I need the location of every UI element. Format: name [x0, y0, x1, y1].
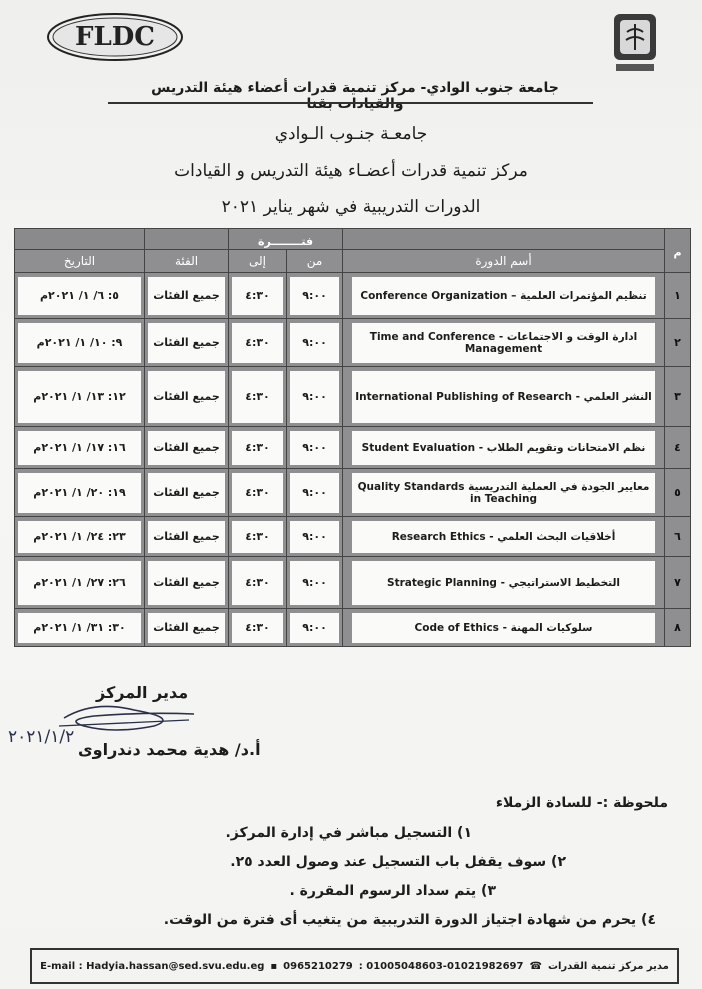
course-name: نظم الامتحانات وتقويم الطلاب - Student Evaluation	[361, 441, 646, 454]
time-from: ٩:٠٠	[302, 486, 327, 499]
row-number: ٤	[665, 427, 691, 469]
header-category: الفئة	[145, 250, 229, 273]
header-blank-2	[145, 229, 229, 250]
time-to: ٤:٣٠	[245, 530, 270, 543]
signature-title: مدير المركز	[96, 683, 189, 702]
table-row	[15, 273, 691, 319]
category-cell: جميع الفئات	[153, 336, 220, 349]
table-row	[15, 427, 691, 469]
time-to: ٤:٣٠	[245, 390, 270, 403]
note-item-3: ٣) يتم سداد الرسوم المقررة .	[289, 883, 496, 899]
courses-table	[14, 228, 690, 670]
table-row	[15, 367, 691, 427]
course-name: التخطيط الاستراتيجي - Strategic Planning	[387, 576, 620, 589]
course-name: تنظيم المؤتمرات العلمية – Conference Organization	[360, 289, 647, 302]
time-to: ٤:٣٠	[245, 621, 270, 634]
table-row	[15, 557, 691, 609]
contact-footer	[30, 948, 679, 984]
category-cell: جميع الفئات	[153, 390, 220, 403]
time-from: ٩:٠٠	[302, 390, 327, 403]
note-item-2: ٢) سوف يقفل باب التسجيل عند وصول العدد ٢٥.	[230, 854, 566, 870]
date-cell: ١٩: ٢٠/ ١/ ٢٠٢١م	[33, 486, 126, 499]
header-date: التاريخ	[15, 250, 145, 273]
time-from: ٩:٠٠	[302, 441, 327, 454]
header-blank	[343, 229, 665, 250]
time-to: ٤:٣٠	[245, 576, 270, 589]
row-number: ٦	[665, 517, 691, 557]
table-row	[15, 469, 691, 517]
notes-title: ملحوظة :- للسادة الزملاء	[495, 795, 668, 811]
date-cell: ٢٦: ٢٧/ ١/ ٢٠٢١م	[33, 576, 126, 589]
table-row	[15, 609, 691, 647]
course-name: أخلاقيات البحث العلمي - Research Ethics	[391, 530, 616, 543]
title-center: مركز تنمية قدرات أعضـاء هيئة التدريس و القيادات	[174, 161, 528, 181]
course-name: معايير الجودة في العملية التدريسية Quality Standards in Teaching	[357, 480, 650, 505]
university-header-line: جامعة جنوب الوادي- مركز تنمية قدرات أعضاء هيئة التدريس والقيادات بقنا	[151, 80, 559, 112]
row-number: ٧	[665, 557, 691, 609]
footer-email: E-mail : Hadyia.hassan@sed.svu.edu.eg	[40, 960, 265, 972]
row-number: ٨	[665, 609, 691, 647]
header-to: إلى	[229, 250, 287, 273]
header-blank-3	[15, 229, 145, 250]
note-item-1: ١) التسجيل مباشر في إدارة المركز.	[225, 825, 472, 841]
handwritten-date: ٢٠٢١/١/٢	[8, 727, 75, 747]
row-number: ٣	[665, 367, 691, 427]
date-cell: ٢٣: ٢٤/ ١/ ٢٠٢١م	[33, 530, 126, 543]
footer-phone2: 0965210279	[283, 960, 353, 972]
date-cell: ١٢: ١٣/ ١/ ٢٠٢١م	[33, 390, 126, 403]
course-name: ادارة الوقت و الاجتماعات - Time and Conference Management	[369, 330, 638, 355]
header-from: من	[287, 250, 343, 273]
date-cell: ٩: ١٠/ ١/ ٢٠٢١م	[36, 336, 123, 349]
category-cell: جميع الفئات	[153, 441, 220, 454]
footer-label: مدير مركز تنمية القدرات	[547, 960, 669, 972]
time-from: ٩:٠٠	[302, 621, 327, 634]
category-cell: جميع الفئات	[153, 576, 220, 589]
time-from: ٩:٠٠	[302, 336, 327, 349]
date-cell: ١٦: ١٧/ ١/ ٢٠٢١م	[33, 441, 126, 454]
time-from: ٩:٠٠	[302, 530, 327, 543]
note-item-4: ٤) يحرم من شهادة اجتياز الدورة التدريبية من يتغيب أى فترة من الوقت.	[163, 912, 656, 928]
fax-icon: ▪	[270, 960, 278, 972]
course-name: النشر العلمي - International Publishing of Research	[355, 390, 652, 403]
university-emblem-icon	[612, 12, 658, 74]
course-name: سلوكيات المهنة - Code of Ethics	[414, 621, 593, 634]
time-to: ٤:٣٠	[245, 441, 270, 454]
time-to: ٤:٣٠	[245, 486, 270, 499]
time-to: ٤:٣٠	[245, 289, 270, 302]
time-from: ٩:٠٠	[302, 576, 327, 589]
category-cell: جميع الفئات	[153, 621, 220, 634]
table-row	[15, 319, 691, 367]
signature-name: أ.د/ هدية محمد دندراوى	[78, 740, 261, 759]
category-cell: جميع الفئات	[153, 486, 220, 499]
header-time-group: فتــــــــرة	[229, 229, 343, 250]
header-num: م	[665, 229, 691, 273]
svg-text:FLDC: FLDC	[75, 22, 155, 52]
row-number: ١	[665, 273, 691, 319]
title-university: جامعـة جنـوب الـوادي	[274, 124, 428, 144]
header-rule	[108, 102, 593, 104]
time-from: ٩:٠٠	[302, 289, 327, 302]
category-cell: جميع الفئات	[153, 530, 220, 543]
table-row	[15, 517, 691, 557]
date-cell: ٣٠: ٣١/ ١/ ٢٠٢١م	[33, 621, 126, 634]
header-course: أسم الدورة	[343, 250, 665, 273]
row-number: ٥	[665, 469, 691, 517]
footer-phones: 01005048603-01021982697 :	[358, 960, 524, 972]
fldc-logo	[46, 12, 184, 62]
title-courses-month: الدورات التدريبية في شهر يناير ٢٠٢١	[221, 197, 481, 217]
date-cell: ٥: ٦/ ١/ ٢٠٢١م	[39, 289, 120, 302]
row-number: ٢	[665, 319, 691, 367]
phone-icon: ☎	[529, 960, 542, 972]
category-cell: جميع الفئات	[153, 289, 220, 302]
time-to: ٤:٣٠	[245, 336, 270, 349]
